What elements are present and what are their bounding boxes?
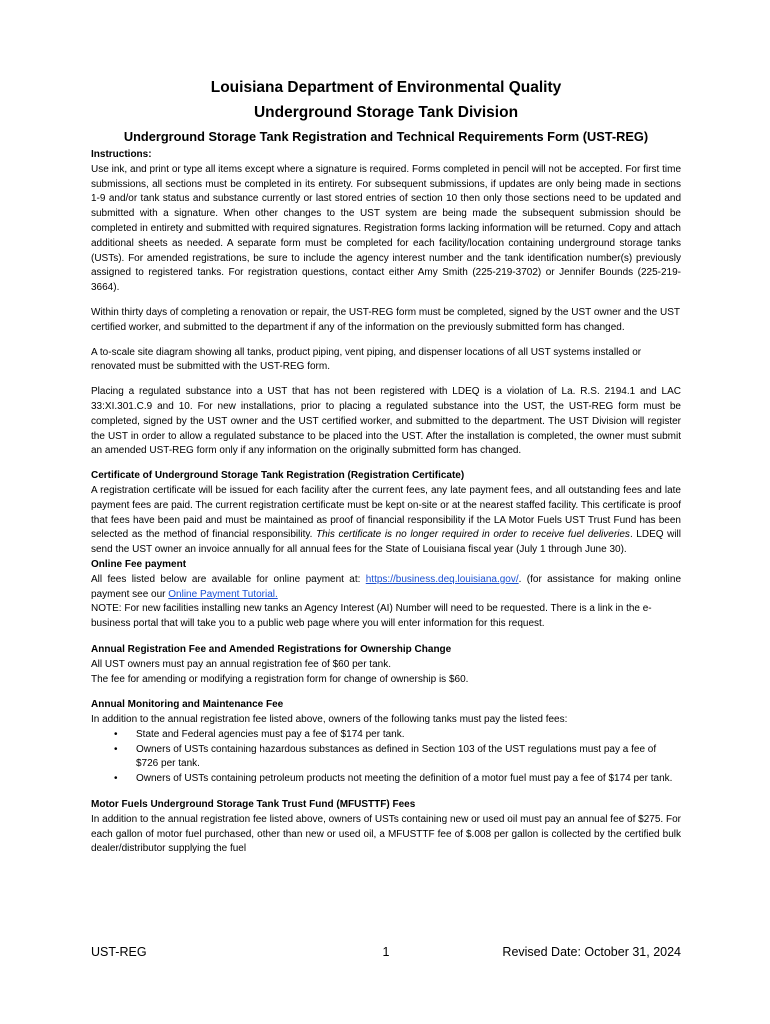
page-footer — [91, 942, 681, 962]
online-fee-note: NOTE: For new facilities installing new tanks an Agency Interest (AI) Number will need to be requested. There is a link in the e-business portal that will take you to a public web page where you will enter information for this request. — [91, 603, 652, 630]
online-fee-text-b: . (for assistance for making online payment see our — [91, 573, 682, 600]
instructions-paragraph-1: Use ink, and print or type all items except where a signature is required. Forms completed in pencil will not be accepted. For first time submissions, all sections must be completed in its entirety. For subsequent submissions, if updates are only being made in sections 1-9 and/or tank status and substance currently or last stored entries of section 10 then only those sections need to be updated and submitted with a signature. When other changes to the UST system are being made the subsequent submission should be completed in entirety and submitted with required signatures. Registration forms lacking information will be returned. Copy and attach additional sheets as needed. A separate form must be completed for each facility/location containing underground storage tanks (USTs). For amended registrations, be sure to include the agency interest number and the tank identification number(s) previously assigned to registered tanks. For registration questions, contact either Amy Smith (225-219-3702) or Jennifer Bounds (225-219-3664). — [91, 163, 681, 294]
instructions-heading: Instructions: — [91, 149, 152, 160]
annual-registration-line-2: The fee for amending or modifying a registration form for change of ownership is $60. — [91, 673, 469, 685]
list-item — [91, 772, 681, 787]
monitoring-fee-list — [91, 728, 681, 787]
monitoring-heading: Annual Monitoring and Maintenance Fee — [91, 699, 284, 711]
footer-page-number: 1 — [382, 945, 390, 959]
mfusttf-heading: Motor Fuels Underground Storage Tank Trust Fund (MFUSTTF) Fees — [91, 799, 416, 811]
list-item-text: Owners of USTs containing petroleum products not meeting the definition of a motor fuel must pay a fee of $174 per tank. — [136, 773, 673, 785]
document-body — [91, 74, 681, 857]
certificate-text-a: A registration certificate will be issued for each facility after the current fees, any late payment fees, and all outstanding fees and late payment fees are paid. The current registration certificate must be kept on-site or at the nearest staffed facility. This certificate is proof that fees have been paid and must be maintained as proof of financial responsibility if the LA Motor Fuels UST Trust Fund has been selected as the method of financial responsibility. — [91, 484, 681, 541]
monitoring-intro: In addition to the annual registration fee listed above, owners of the following tanks must pay the listed fees: — [91, 714, 568, 726]
bullet-icon: • — [114, 728, 118, 740]
agency-title: Louisiana Department of Environmental Quality — [210, 79, 562, 96]
annual-registration-line-1: All UST owners must pay an annual registration fee of $60 per tank. — [91, 658, 391, 670]
online-fee-heading: Online Fee payment — [91, 558, 187, 570]
list-item-text: Owners of USTs containing hazardous substances as defined in Section 103 of the UST regulations must pay a fee of $726 per tank. — [136, 743, 657, 770]
business-portal-link[interactable]: https://business.deq.louisiana.gov/ — [365, 573, 519, 585]
bullet-icon: • — [114, 743, 118, 755]
footer-revised-date: Revised Date: October 31, 2024 — [502, 945, 681, 959]
online-payment-tutorial-link[interactable]: Online Payment Tutorial. — [168, 588, 278, 600]
certificate-text-b: . LDEQ will send the UST owner an invoice annually for all annual fees for the State of Louisiana fiscal year (July 1 through June 30). — [91, 529, 681, 556]
bullet-icon: • — [114, 773, 118, 785]
online-fee-text-a: All fees listed below are available for online payment at: — [91, 573, 366, 585]
list-item-text: State and Federal agencies must pay a fee of $174 per tank. — [136, 728, 405, 740]
certificate-text-italic: This certificate is no longer required in order to receive fuel deliveries — [315, 529, 630, 541]
form-title: Underground Storage Tank Registration and Technical Requirements Form (UST-REG) — [123, 129, 649, 144]
mfusttf-paragraph: In addition to the annual registration fee listed above, owners of USTs containing new or used oil must pay an annual fee of $275. For each gallon of motor fuel purchased, other than new or used oil, a MFUSTTF fee of $.008 per gallon is collected by the certified bulk dealer/distributor supplying the fuel — [91, 813, 681, 855]
instructions-paragraph-2: Within thirty days of completing a renovation or repair, the UST-REG form must be completed, signed by the UST owner and the UST certified worker, and submitted to the department if any of the information on the previously submitted form has changed. — [91, 306, 680, 333]
footer-form-id: UST-REG — [91, 945, 147, 959]
certificate-heading: Certificate of Underground Storage Tank Registration (Registration Certificate) — [91, 470, 465, 482]
instructions-paragraph-4: Placing a regulated substance into a UST that has not been registered with LDEQ is a violation of La. R.S. 2194.1 and LAC 33:XI.301.C.9 and 10. For new installations, prior to placing a regulated substance into the UST, the UST-REG form must be completed, signed by the UST owner and the UST certified worker, and submitted to the department. The UST Division will register the UST in order to allow a regulated substance to be placed into the UST. After the installation is completed, the owner must submit an amended UST-REG form only if any information on the originally submitted form has changed. — [91, 386, 681, 457]
instructions-paragraph-3: A to-scale site diagram showing all tanks, product piping, vent piping, and dispenser locations of all UST systems installed or renovated must be submitted with the UST-REG form. — [91, 346, 642, 373]
certificate-paragraph — [91, 484, 681, 558]
division-title: Underground Storage Tank Division — [253, 104, 519, 121]
list-item — [91, 743, 681, 773]
list-item — [91, 728, 681, 743]
annual-registration-heading: Annual Registration Fee and Amended Registrations for Ownership Change — [91, 643, 452, 655]
online-fee-paragraph — [91, 573, 681, 603]
